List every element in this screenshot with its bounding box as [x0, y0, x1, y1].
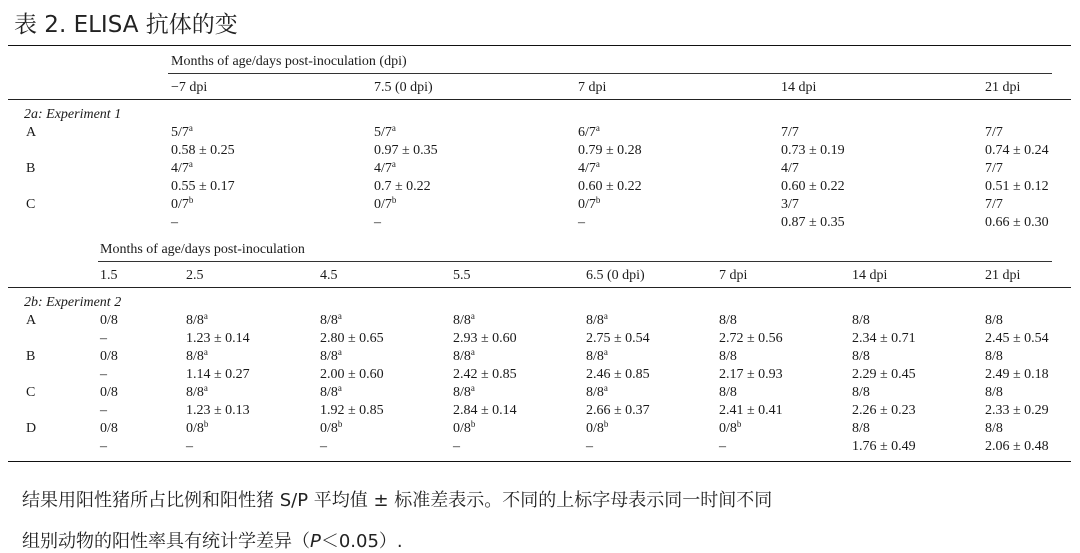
positive-ratio: 7/7 [985, 161, 1003, 176]
sp-mean-sd: 0.51 ± 0.12 [985, 179, 1049, 194]
exp2-span-header: Months of age/days post-inoculation [100, 242, 305, 257]
table-bottom-rule [8, 461, 1071, 462]
row-group-label: B [26, 161, 36, 176]
sp-mean-sd: 1.92 ± 0.85 [320, 403, 384, 418]
positive-ratio: 4/7$^a$ [374, 159, 396, 176]
sp-mean-sd: 0.66 ± 0.30 [985, 215, 1049, 230]
positive-ratio: 8/8$^a$ [586, 383, 608, 400]
exp2-column-header: 4.5 [320, 268, 338, 283]
sp-mean-sd: 0.7 ± 0.22 [374, 179, 431, 194]
sp-mean-sd: 1.76 ± 0.49 [852, 439, 916, 454]
exp1-header-rule [8, 99, 1071, 100]
sp-mean-sd: 1.14 ± 0.27 [186, 367, 250, 382]
sp-mean-sd: 2.45 ± 0.54 [985, 331, 1049, 346]
significance-superscript: a [391, 123, 396, 133]
positive-ratio: 0/8$^b$ [186, 419, 209, 436]
table-caption-title: 表 2. ELISA 抗体的变 [14, 12, 238, 38]
exp2-header-rule [8, 287, 1071, 288]
sp-mean-sd: – [453, 439, 460, 454]
positive-ratio: 0/8$^b$ [586, 419, 609, 436]
sp-mean-sd: – [100, 439, 107, 454]
exp2-column-header: 5.5 [453, 268, 471, 283]
exp1-column-header: 7.5 (0 dpi) [374, 80, 433, 95]
significance-superscript: b [188, 195, 194, 205]
sp-mean-sd: 1.23 ± 0.13 [186, 403, 250, 418]
positive-ratio: 5/7$^a$ [374, 123, 396, 140]
footnote-line-2-pre: 组别动物的阳性率具有统计学差异（ [22, 531, 310, 552]
positive-ratio: 0/8 [100, 313, 118, 328]
exp2-section-label: 2b: Experiment 2 [24, 295, 122, 310]
positive-ratio: 0/7$^b$ [171, 195, 194, 212]
significance-superscript: a [470, 383, 475, 393]
sp-mean-sd: 2.93 ± 0.60 [453, 331, 517, 346]
positive-ratio: 8/8$^a$ [453, 383, 475, 400]
exp1-span-rule [168, 73, 1052, 74]
sp-mean-sd: 2.80 ± 0.65 [320, 331, 384, 346]
positive-ratio: 8/8$^a$ [186, 347, 208, 364]
exp2-column-header: 1.5 [100, 268, 118, 283]
significance-superscript: a [470, 347, 475, 357]
positive-ratio: 8/8 [985, 385, 1003, 400]
sp-mean-sd: 2.41 ± 0.41 [719, 403, 783, 418]
significance-superscript: a [188, 159, 193, 169]
positive-ratio: 0/8$^b$ [719, 419, 742, 436]
positive-ratio: 0/7$^b$ [374, 195, 397, 212]
positive-ratio: 8/8 [719, 385, 737, 400]
significance-superscript: b [337, 419, 343, 429]
sp-mean-sd: – [374, 215, 381, 230]
positive-ratio: 8/8 [985, 421, 1003, 436]
sp-mean-sd: – [100, 403, 107, 418]
significance-superscript: a [603, 383, 608, 393]
sp-mean-sd: – [171, 215, 178, 230]
positive-ratio: 8/8$^a$ [186, 311, 208, 328]
positive-ratio: 8/8 [985, 349, 1003, 364]
positive-ratio: 7/7 [985, 197, 1003, 212]
positive-ratio: 8/8 [985, 313, 1003, 328]
sp-mean-sd: 0.97 ± 0.35 [374, 143, 438, 158]
row-group-label: C [26, 197, 36, 212]
sp-mean-sd: 0.74 ± 0.24 [985, 143, 1049, 158]
exp1-span-header: Months of age/days post-inoculation (dpi) [171, 54, 407, 69]
significance-superscript: a [337, 347, 342, 357]
positive-ratio: 3/7 [781, 197, 799, 212]
row-group-label: B [26, 349, 36, 364]
significance-superscript: a [203, 383, 208, 393]
exp2-column-header: 2.5 [186, 268, 204, 283]
significance-superscript: a [337, 383, 342, 393]
significance-superscript: a [595, 159, 600, 169]
positive-ratio: 8/8$^a$ [320, 383, 342, 400]
significance-superscript: a [391, 159, 396, 169]
positive-ratio: 8/8$^a$ [453, 311, 475, 328]
significance-superscript: a [603, 311, 608, 321]
exp1-section-label: 2a: Experiment 1 [24, 107, 122, 122]
footnote-p-symbol: P [310, 531, 321, 552]
exp1-column-header: 14 dpi [781, 80, 817, 95]
exp2-column-header: 7 dpi [719, 268, 748, 283]
sp-mean-sd: 2.00 ± 0.60 [320, 367, 384, 382]
positive-ratio: 8/8 [719, 349, 737, 364]
row-group-label: D [26, 421, 37, 436]
sp-mean-sd: 2.49 ± 0.18 [985, 367, 1049, 382]
positive-ratio: 8/8$^a$ [586, 311, 608, 328]
significance-superscript: a [595, 123, 600, 133]
significance-superscript: b [736, 419, 742, 429]
positive-ratio: 8/8$^a$ [186, 383, 208, 400]
positive-ratio: 4/7$^a$ [578, 159, 600, 176]
sp-mean-sd: 0.58 ± 0.25 [171, 143, 235, 158]
sp-mean-sd: 0.60 ± 0.22 [578, 179, 642, 194]
positive-ratio: 0/7$^b$ [578, 195, 601, 212]
positive-ratio: 8/8$^a$ [586, 347, 608, 364]
significance-superscript: a [470, 311, 475, 321]
significance-superscript: a [188, 123, 193, 133]
sp-mean-sd: 2.66 ± 0.37 [586, 403, 650, 418]
significance-superscript: b [595, 195, 601, 205]
footnote-line-2-post: ＜0.05）. [320, 531, 403, 552]
sp-mean-sd: 2.29 ± 0.45 [852, 367, 916, 382]
exp1-column-header: −7 dpi [171, 80, 208, 95]
sp-mean-sd: 0.87 ± 0.35 [781, 215, 845, 230]
sp-mean-sd: 0.55 ± 0.17 [171, 179, 235, 194]
sp-mean-sd: 2.42 ± 0.85 [453, 367, 517, 382]
significance-superscript: b [203, 419, 209, 429]
positive-ratio: 0/8$^b$ [453, 419, 476, 436]
footnote-line-2 [22, 527, 403, 553]
positive-ratio: 5/7$^a$ [171, 123, 193, 140]
significance-superscript: b [470, 419, 476, 429]
significance-superscript: b [603, 419, 609, 429]
positive-ratio: 8/8 [852, 349, 870, 364]
sp-mean-sd: 2.33 ± 0.29 [985, 403, 1049, 418]
row-group-label: C [26, 385, 36, 400]
positive-ratio: 8/8 [852, 421, 870, 436]
positive-ratio: 4/7 [781, 161, 799, 176]
sp-mean-sd: 2.34 ± 0.71 [852, 331, 916, 346]
sp-mean-sd: 2.06 ± 0.48 [985, 439, 1049, 454]
sp-mean-sd: 0.60 ± 0.22 [781, 179, 845, 194]
exp1-column-header: 21 dpi [985, 80, 1021, 95]
sp-mean-sd: – [578, 215, 585, 230]
sp-mean-sd: 2.46 ± 0.85 [586, 367, 650, 382]
sp-mean-sd: 2.26 ± 0.23 [852, 403, 916, 418]
significance-superscript: a [337, 311, 342, 321]
exp2-column-header: 21 dpi [985, 268, 1021, 283]
positive-ratio: 0/8 [100, 385, 118, 400]
positive-ratio: 8/8 [719, 313, 737, 328]
sp-mean-sd: 1.23 ± 0.14 [186, 331, 250, 346]
positive-ratio: 7/7 [985, 125, 1003, 140]
significance-superscript: a [603, 347, 608, 357]
significance-superscript: a [203, 347, 208, 357]
sp-mean-sd: 0.79 ± 0.28 [578, 143, 642, 158]
sp-mean-sd: 2.75 ± 0.54 [586, 331, 650, 346]
positive-ratio: 6/7$^a$ [578, 123, 600, 140]
table-top-rule [8, 45, 1071, 46]
positive-ratio: 0/8 [100, 421, 118, 436]
sp-mean-sd: – [186, 439, 193, 454]
significance-superscript: a [203, 311, 208, 321]
exp2-span-rule [98, 261, 1052, 262]
positive-ratio: 7/7 [781, 125, 799, 140]
exp2-column-header: 14 dpi [852, 268, 888, 283]
positive-ratio: 8/8 [852, 385, 870, 400]
sp-mean-sd: 0.73 ± 0.19 [781, 143, 845, 158]
footnote-line-1: 结果用阳性猪所占比例和阳性猪 S/P 平均值 ± 标准差表示。不同的上标字母表示同一时间不同 [22, 490, 773, 511]
sp-mean-sd: 2.72 ± 0.56 [719, 331, 783, 346]
sp-mean-sd: – [100, 331, 107, 346]
sp-mean-sd: – [719, 439, 726, 454]
row-group-label: A [26, 313, 37, 328]
positive-ratio: 8/8 [852, 313, 870, 328]
sp-mean-sd: – [100, 367, 107, 382]
exp2-column-header: 6.5 (0 dpi) [586, 268, 645, 283]
positive-ratio: 8/8$^a$ [453, 347, 475, 364]
positive-ratio: 8/8$^a$ [320, 347, 342, 364]
positive-ratio: 0/8 [100, 349, 118, 364]
positive-ratio: 4/7$^a$ [171, 159, 193, 176]
exp1-column-header: 7 dpi [578, 80, 607, 95]
sp-mean-sd: – [320, 439, 327, 454]
positive-ratio: 0/8$^b$ [320, 419, 343, 436]
sp-mean-sd: 2.17 ± 0.93 [719, 367, 783, 382]
sp-mean-sd: – [586, 439, 593, 454]
positive-ratio: 8/8$^a$ [320, 311, 342, 328]
sp-mean-sd: 2.84 ± 0.14 [453, 403, 517, 418]
significance-superscript: b [391, 195, 397, 205]
row-group-label: A [26, 125, 37, 140]
